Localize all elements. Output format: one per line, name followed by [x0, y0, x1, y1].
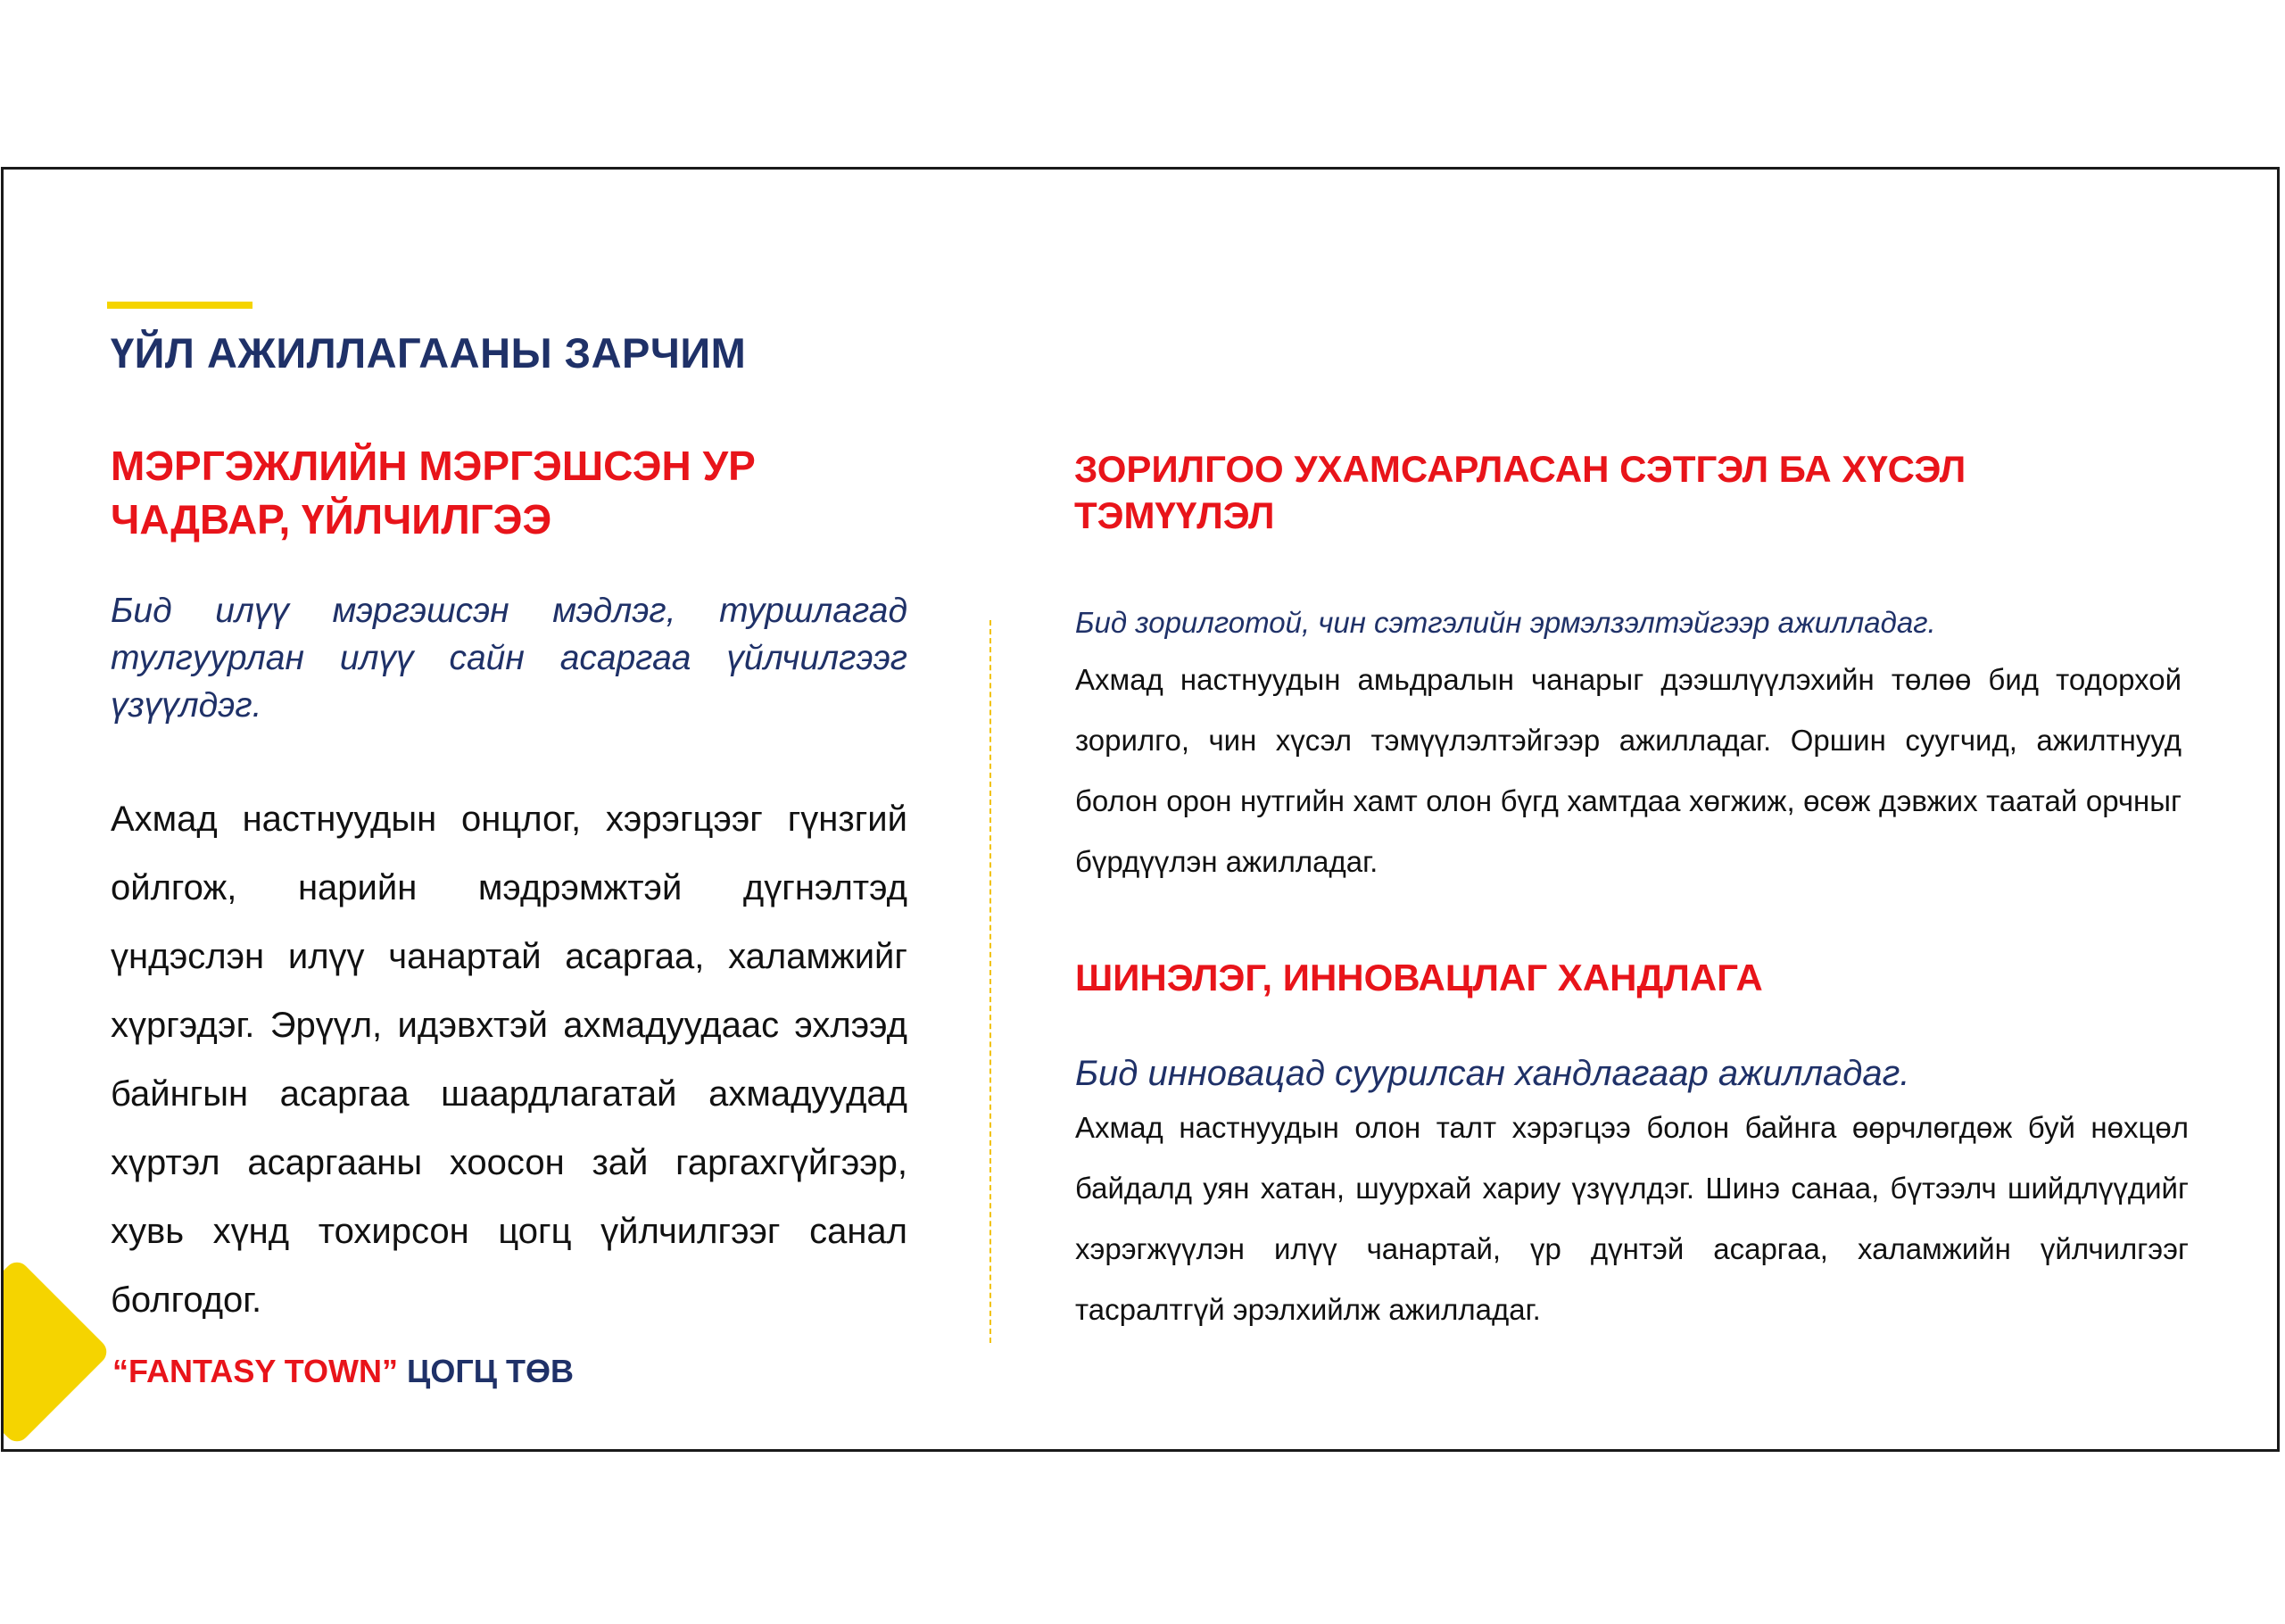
column-divider [989, 620, 991, 1343]
right-section-2-body: Ахмад настнуудын олон талт хэрэгцээ болон байнга өөрчлөгдөж буй нөхцөл байдалд уян хатан, шуурхай хариу үзүүлдэг. Шинэ санаа, бүтээлч шийдлүүдийг хэрэгжүүлэн илүү чанартай, үр дүнтэй асаргаа, халамжийн үйлчилгээг тасралтгүй эрэлхийлж ажилладаг. [1075, 1111, 2189, 1326]
corner-arrow-shape [1, 1257, 112, 1446]
right-section-1-heading: ЗОРИЛГОО УХАМСАРЛАСАН СЭТГЭЛ БА ХҮСЭЛ ТЭМҮҮЛЭЛ [1074, 448, 1966, 536]
brand-name: “FANTASY TOWN” [112, 1353, 399, 1389]
left-section-lead: Бид илүү мэргэшсэн мэдлэг, туршлагад тулгуурлан илүү сайн асаргаа үйлчилгээг үзүүлдэг. [111, 592, 907, 725]
brand-suffix: ЦОГЦ ТӨВ [407, 1353, 575, 1389]
title-accent-bar [107, 302, 253, 309]
brand-line [112, 1353, 574, 1390]
slide [1, 167, 2280, 1452]
right-section-1-body: Ахмад настнуудын амьдралын чанарыг дээшлүүлэхийн төлөө бид тодорхой зорилго, чин хүсэл тэмүүлэлтэйгээр ажилладаг. Оршин суугчид, ажилтнууд болон орон нутгийн хамт олон бүгд хамтдаа хөгжиж, өсөж дэвжих таатай орчныг бүрдүүлэн ажилладаг. [1075, 663, 2182, 878]
right-section-2-heading: ШИНЭЛЭГ, ИННОВАЦЛАГ ХАНДЛАГА [1075, 957, 1763, 998]
left-section-heading: МЭРГЭЖЛИЙН МЭРГЭШСЭН УР ЧАДВАР, ҮЙЛЧИЛГЭЭ [111, 443, 756, 543]
left-section-body: Ахмад настнуудын онцлог, хэрэгцээг гүнзгий ойлгож, нарийн мэдрэмжтэй дүгнэлтэд үндэслэн илүү чанартай асаргаа, халамжийг хүргэдэг. Эрүүл, идэвхтэй ахмадуудаас эхлээд байнгын асаргаа шаардлагатай ахмадуудад хүртэл асаргааны хоосон зай гаргахгүйгээр, хувь хүнд тохирсон цогц үйлчилгээг санал болгодог. [111, 800, 907, 1320]
right-section-2-lead: Бид инновацад суурилсан хандлагаар ажилладаг. [1075, 1054, 1910, 1093]
page-title: ҮЙЛ АЖИЛЛАГААНЫ ЗАРЧИМ [111, 329, 747, 377]
right-section-1-lead: Бид зорилготой, чин сэтгэлийн эрмэлзэлтэйгээр ажилладаг. [1075, 606, 1936, 639]
